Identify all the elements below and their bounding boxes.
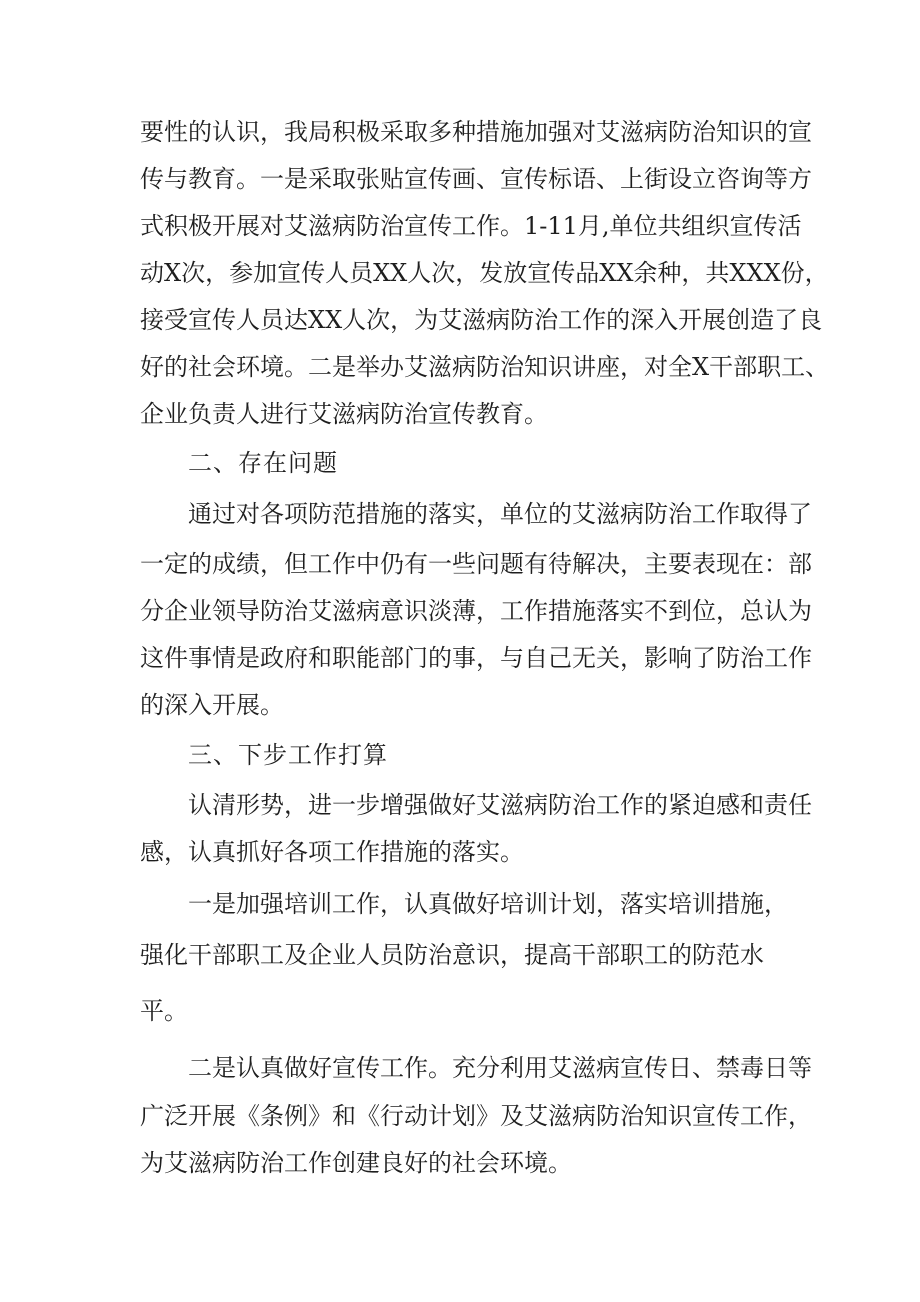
text-line: 强化干部职工及企业人员防治意识，提高干部职工的防范水 bbox=[140, 941, 764, 969]
text-line: 的深入开展。 bbox=[140, 691, 284, 719]
text-line: 传与教育。一是采取张贴宣传画、宣传标语、上街设立咨询等方 bbox=[140, 165, 812, 193]
text-line: 一定的成绩，但工作中仍有一些问题有待解决，主要表现在：部 bbox=[140, 550, 812, 578]
text-line: 要性的认识，我局积极采取多种措施加强对艾滋病防治知识的宣 bbox=[140, 118, 812, 146]
text-line: 一是加强培训工作，认真做好培训计划，落实培训措施， bbox=[188, 890, 788, 918]
text-line: 二是认真做好宣传工作。充分利用艾滋病宣传日、禁毒日等 bbox=[188, 1054, 812, 1082]
text-line: 接受宣传人员达XX人次，为艾滋病防治工作的深入开展创造了良 bbox=[140, 306, 823, 334]
text-line: 分企业领导防治艾滋病意识淡薄，工作措施落实不到位，总认为 bbox=[140, 597, 812, 625]
section-heading: 二、存在问题 bbox=[188, 449, 338, 477]
text-line: 这件事情是政府和职能部门的事，与自己无关，影响了防治工作 bbox=[140, 644, 812, 672]
text-line: 好的社会环境。二是举办艾滋病防治知识讲座，对全X干部职工、 bbox=[140, 353, 830, 381]
text-line: 平。 bbox=[140, 997, 188, 1025]
text-line: 认清形势，进一步增强做好艾滋病防治工作的紧迫感和责任 bbox=[188, 791, 812, 819]
text-line: 通过对各项防范措施的落实，单位的艾滋病防治工作取得了 bbox=[188, 500, 812, 528]
text-line: 为艾滋病防治工作创建良好的社会环境。 bbox=[140, 1149, 572, 1177]
text-line: 广泛开展《条例》和《行动计划》及艾滋病防治知识宣传工作， bbox=[140, 1102, 812, 1130]
section-heading: 三、下步工作打算 bbox=[188, 741, 388, 769]
text-line: 式积极开展对艾滋病防治宣传工作。1-11月,单位共组织宣传活 bbox=[140, 212, 802, 240]
text-line: 企业负责人进行艾滋病防治宣传教育。 bbox=[140, 400, 548, 428]
text-line: 感，认真抓好各项工作措施的落实。 bbox=[140, 838, 524, 866]
text-line: 动X次，参加宣传人员XX人次，发放宣传品XX余种，共XXX份， bbox=[140, 259, 829, 287]
